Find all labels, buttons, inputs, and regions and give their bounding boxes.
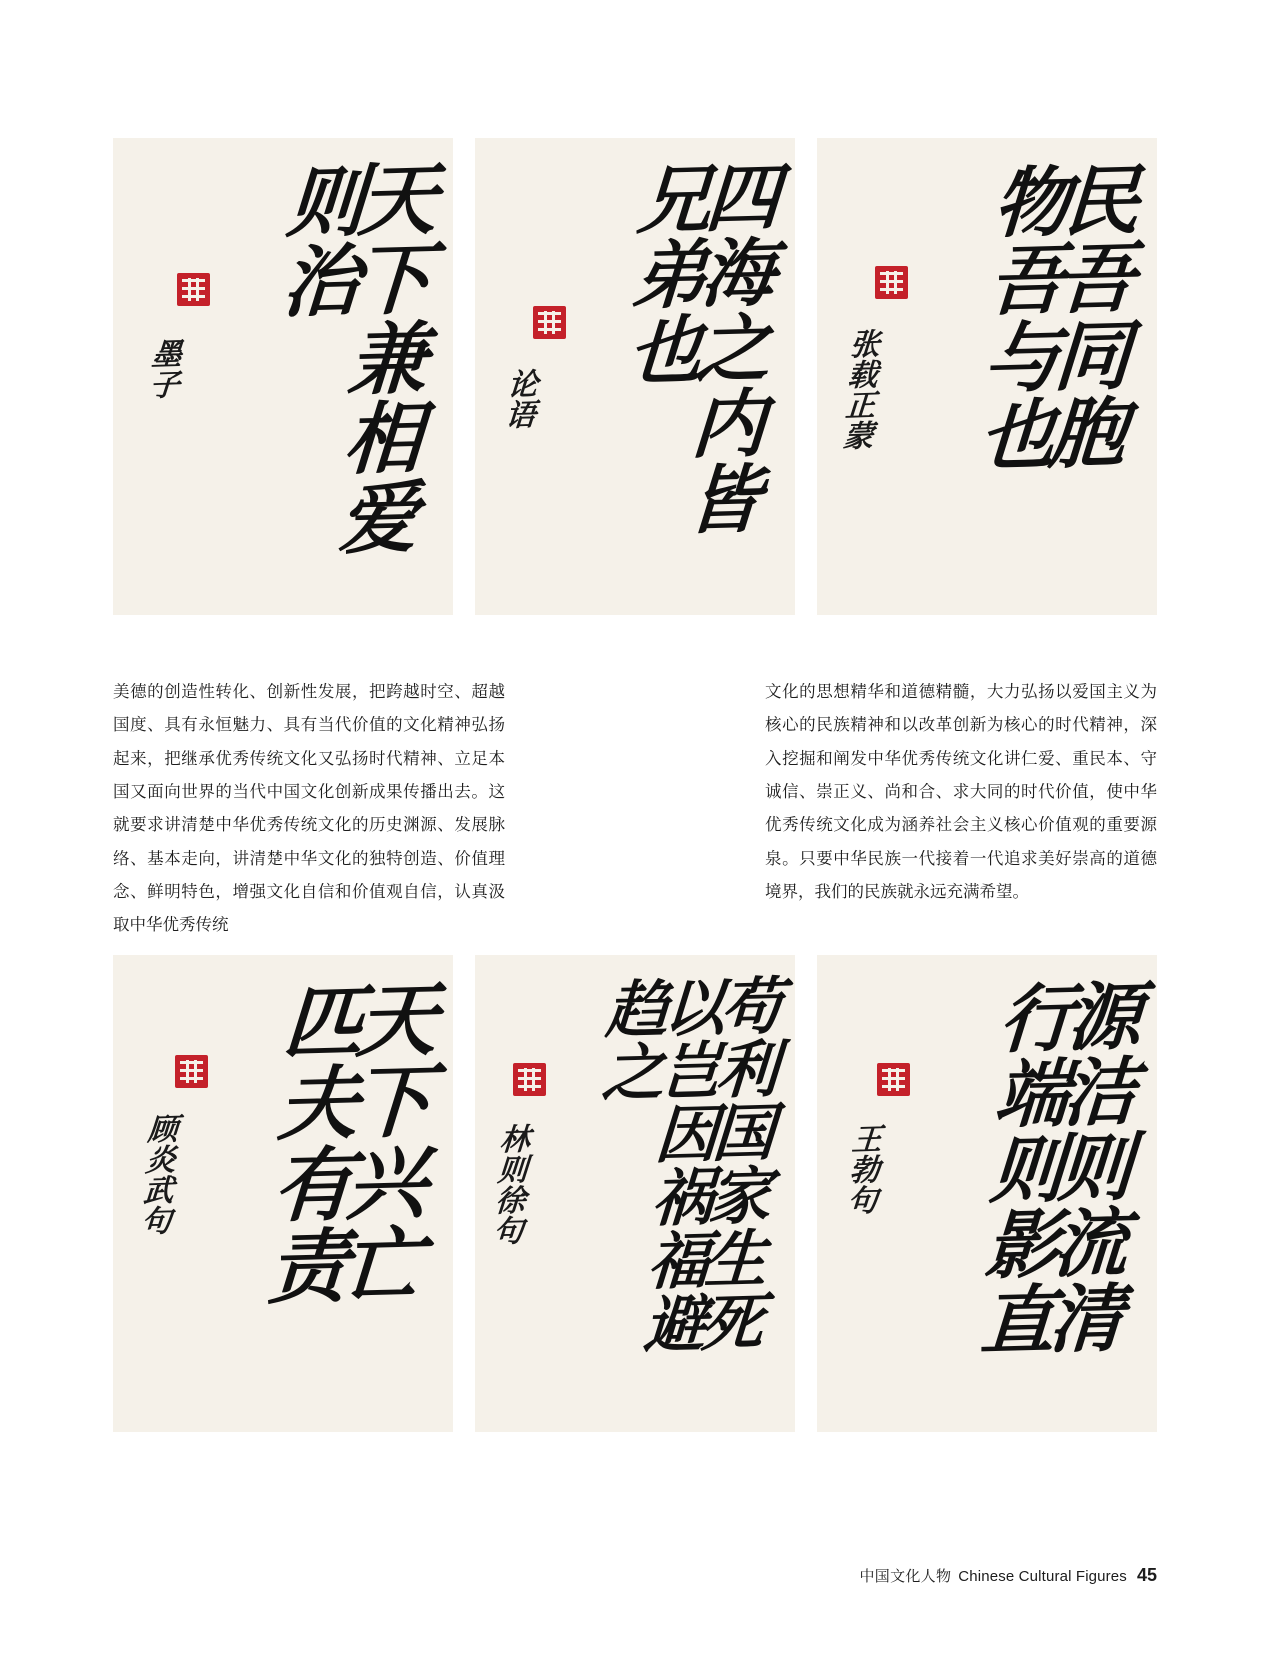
seal-icon — [875, 266, 908, 299]
plate-signature: 林则徐句 — [486, 1122, 531, 1247]
plate-main-text: 天下兼相爱 则治 — [266, 157, 440, 558]
plate-signature: 王勃句 — [840, 1122, 883, 1216]
seal-icon — [177, 273, 210, 306]
seal-icon — [175, 1055, 208, 1088]
footer-title-en: Chinese Cultural Figures — [958, 1568, 1127, 1585]
plate-signature: 顾炎武句 — [134, 1112, 179, 1237]
plate-tianxia-jianxiangai — [113, 138, 453, 615]
plate-sihai-zhinei — [475, 138, 795, 615]
plate-yuanjie-liuqing — [817, 955, 1157, 1432]
plate-gouli-guojia — [475, 955, 795, 1432]
seal-icon — [877, 1063, 910, 1096]
plate-signature: 墨子 — [142, 337, 183, 401]
seal-icon — [513, 1063, 546, 1096]
footer-title-cn: 中国文化人物 — [859, 1568, 952, 1585]
plate-minwu-tongbao — [817, 138, 1157, 615]
page-number: 45 — [1136, 1565, 1157, 1585]
plate-main-text: 源洁则流清 行端则影直 — [966, 976, 1145, 1359]
calligraphy-row-bottom — [113, 955, 1157, 1432]
plate-main-text: 苟利国家生死 以岂因祸福避 趋之 — [589, 972, 786, 1356]
article-column-left: 美德的创造性转化、创新性发展，把跨越时空、超越国度、具有永恒魅力、具有当代价值的文化精神弘扬起来，把继承优秀传统文化又弘扬时代精神、立足本国又面向世界的当代中国文化创新成果传播出去。这就要求讲清楚中华优秀传统文化的历史渊源、发展脉络、基本走向，讲清楚中华文化的独特创造、价值理念、鲜明特色，增强文化自信和价值观自信，认真汲取中华优秀传统 — [113, 683, 505, 935]
plate-main-text: 四海之内皆 兄弟也 — [613, 157, 783, 538]
page-footer — [859, 1565, 1157, 1586]
plate-main-text: 民吾同胞 物吾与也 — [964, 159, 1144, 474]
plate-main-text: 天下兴亡 匹夫有责 — [252, 976, 441, 1308]
plate-tianxia-xingwang — [113, 955, 453, 1432]
plate-signature: 张载正蒙 — [836, 327, 881, 452]
article-body — [113, 676, 1157, 943]
calligraphy-row-top — [113, 138, 1157, 615]
seal-icon — [533, 306, 566, 339]
article-column-right: 文化的思想精华和道德精髓，大力弘扬以爱国主义为核心的民族精神和以改革创新为核心的时代精神，深入挖掘和阐发中华优秀传统文化讲仁爱、重民本、守诚信、崇正义、尚和合、求大同的时代价值，使中华优秀传统文化成为涵养社会主义核心价值观的重要源泉。只要中华民族一代接着一代追求美好崇高的道德境界，我们的民族就永远充满希望。 — [765, 683, 1157, 901]
plate-signature: 论语 — [498, 367, 539, 431]
